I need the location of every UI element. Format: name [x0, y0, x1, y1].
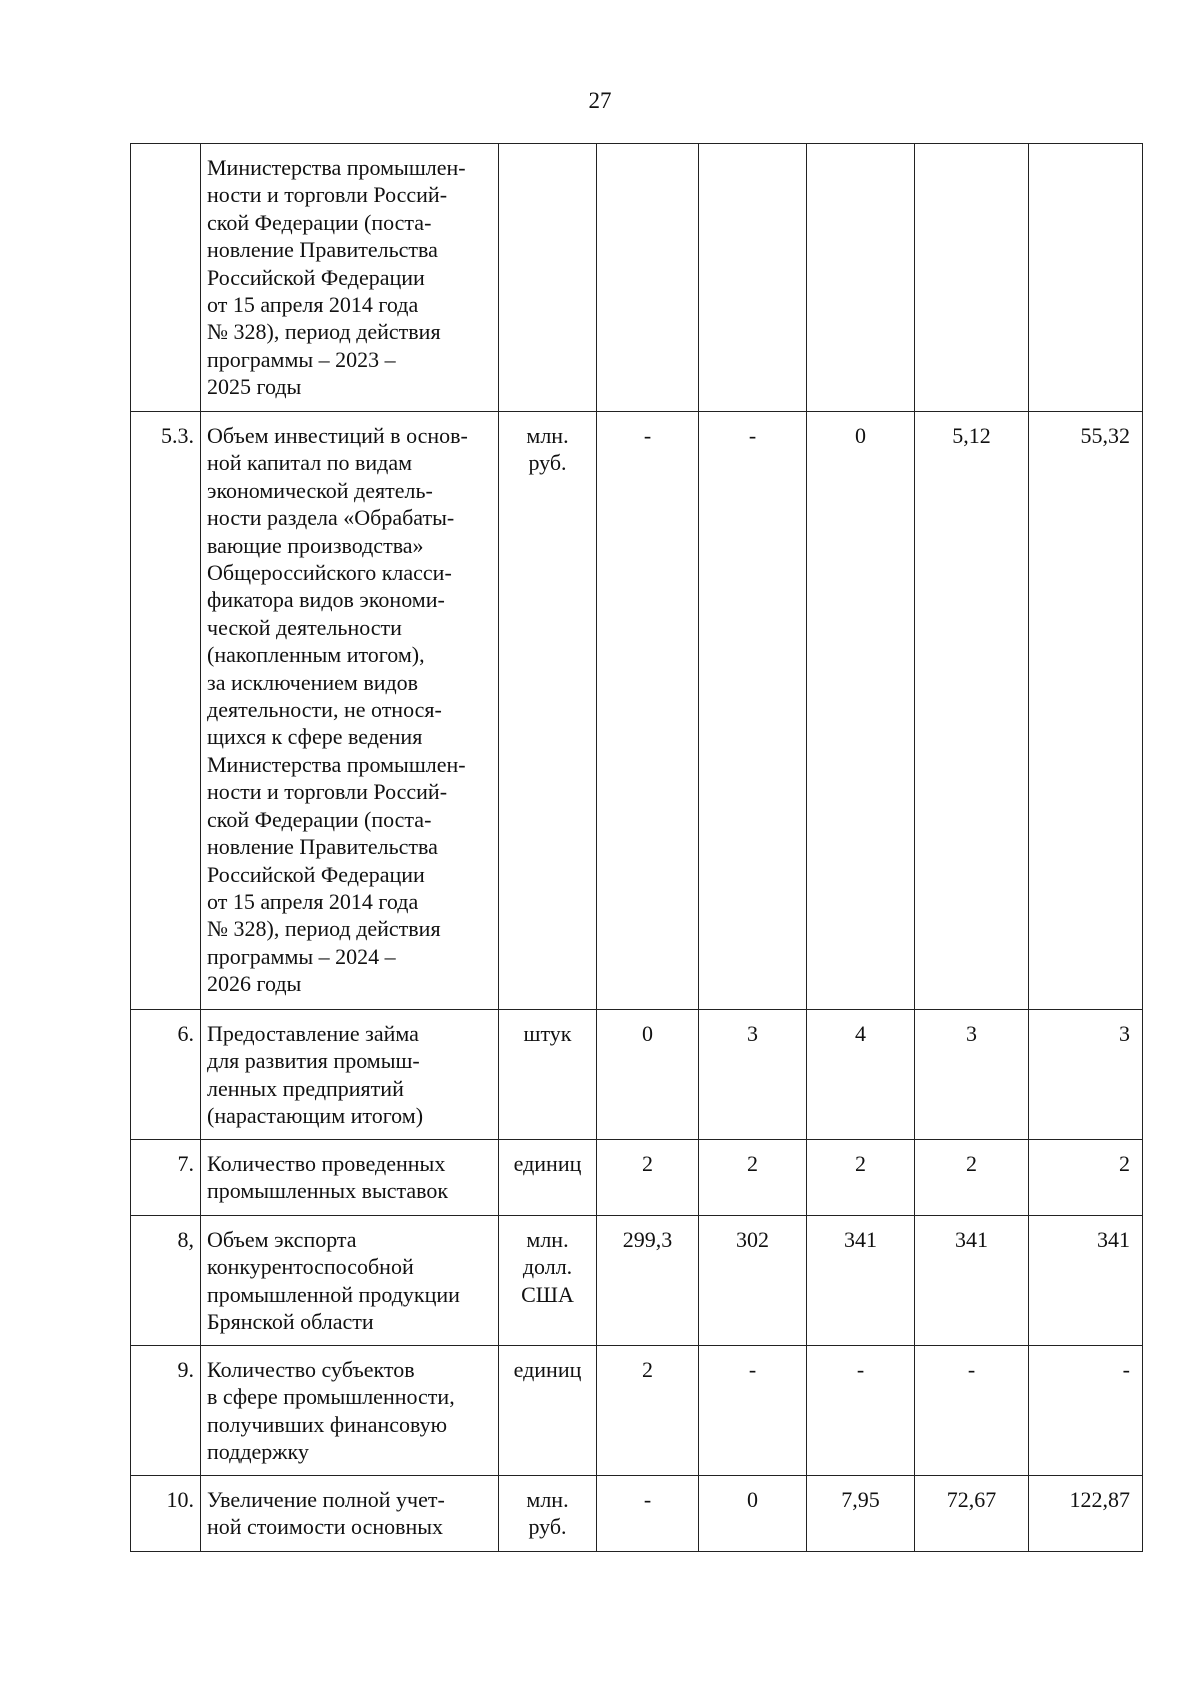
indicator-name-line: новление Правительства	[207, 237, 438, 263]
indicator-name-line: ленных предприятий	[207, 1075, 404, 1101]
indicator-name-line: новление Правительства	[207, 834, 438, 860]
indicator-name-line: 2025 годы	[207, 374, 302, 400]
value-col-4: 72,67	[915, 1476, 1029, 1552]
indicator-name	[201, 1140, 499, 1216]
value-col-3: 4	[807, 1010, 915, 1140]
indicator-name-line: ности и торговли Россий-	[207, 779, 448, 805]
unit-line: долл.	[522, 1254, 573, 1280]
indicator-name-line: Министерства промышлен-	[207, 751, 466, 777]
indicator-name-line: № 328), период действия	[207, 916, 441, 942]
row-number	[131, 144, 201, 412]
indicator-name-line: промышленных выставок	[207, 1178, 449, 1204]
indicator-name-line: ности раздела «Обрабаты-	[207, 505, 455, 531]
unit-line: руб.	[528, 450, 567, 476]
value-col-5: 122,87	[1029, 1476, 1143, 1552]
table-row	[131, 144, 1143, 412]
indicator-name-line: Количество субъектов	[207, 1357, 415, 1382]
value-col-2: 302	[699, 1216, 807, 1346]
row-number: 10.	[131, 1476, 201, 1552]
indicator-name-line: ческой деятельности	[207, 614, 402, 640]
indicator-name-line: Брянской области	[207, 1309, 374, 1335]
indicator-name-line: Министерства промышлен-	[207, 155, 466, 180]
unit-line: руб.	[528, 1514, 567, 1540]
unit-line: штук	[523, 1021, 572, 1046]
unit-of-measure	[499, 1140, 597, 1216]
value-col-3: 341	[807, 1216, 915, 1346]
unit-of-measure	[499, 412, 597, 1010]
table-row	[131, 1140, 1143, 1216]
indicator-name-line: фикатора видов экономи-	[207, 587, 445, 613]
indicator-name-line: Объем экспорта	[207, 1227, 357, 1252]
value-col-2: 2	[699, 1140, 807, 1216]
indicator-name-line: экономической деятель-	[207, 477, 433, 503]
value-col-4	[915, 144, 1029, 412]
indicator-name	[201, 412, 499, 1010]
indicator-name-line: конкурентоспособной	[207, 1254, 414, 1280]
indicator-name-line: поддержку	[207, 1439, 309, 1465]
value-col-1: 2	[597, 1140, 699, 1216]
table-row	[131, 1216, 1143, 1346]
unit-line: США	[521, 1281, 574, 1307]
value-col-5: 3	[1029, 1010, 1143, 1140]
indicator-name-line: № 328), период действия	[207, 319, 441, 345]
indicator-name-line: щихся к сфере ведения	[207, 724, 423, 750]
indicator-name-line: программы – 2023 –	[207, 346, 396, 372]
indicator-name-line: Российской Федерации	[207, 861, 425, 887]
indicators-table	[130, 143, 1143, 1552]
value-col-5: 2	[1029, 1140, 1143, 1216]
value-col-1: 2	[597, 1346, 699, 1476]
indicator-name-line: получивших финансовую	[207, 1411, 448, 1437]
row-number: 8,	[131, 1216, 201, 1346]
value-col-3: 7,95	[807, 1476, 915, 1552]
indicator-name-line: (нарастающим итогом)	[207, 1103, 424, 1129]
indicator-name-line: в сфере промышленности,	[207, 1384, 455, 1410]
value-col-4: -	[915, 1346, 1029, 1476]
indicator-name	[201, 1216, 499, 1346]
value-col-3: 2	[807, 1140, 915, 1216]
indicator-name-line: деятельности, не относя-	[207, 697, 442, 723]
value-col-1: -	[597, 1476, 699, 1552]
indicator-name-line: ности и торговли Россий-	[207, 182, 448, 208]
indicator-name-line: Объем инвестиций в основ-	[207, 423, 468, 448]
table-row	[131, 1010, 1143, 1140]
value-col-1	[597, 144, 699, 412]
table-body	[131, 144, 1143, 1552]
row-number: 9.	[131, 1346, 201, 1476]
indicator-name-line: Увеличение полной учет-	[207, 1487, 445, 1512]
value-col-4: 341	[915, 1216, 1029, 1346]
unit-of-measure	[499, 1346, 597, 1476]
value-col-2: -	[699, 412, 807, 1010]
indicator-name-line: промышленной продукции	[207, 1281, 460, 1307]
value-col-2: -	[699, 1346, 807, 1476]
unit-line: единиц	[513, 1151, 582, 1176]
indicator-name-line: Количество проведенных	[207, 1151, 446, 1176]
unit-line: млн.	[526, 423, 569, 448]
indicator-name-line: Российской Федерации	[207, 264, 425, 290]
unit-of-measure	[499, 144, 597, 412]
indicator-name	[201, 144, 499, 412]
value-col-2: 0	[699, 1476, 807, 1552]
indicator-name-line: ной капитал по видам	[207, 450, 413, 476]
indicator-name-line: (накопленным итогом),	[207, 642, 425, 668]
value-col-1: 0	[597, 1010, 699, 1140]
table-row	[131, 412, 1143, 1010]
indicator-name-line: ской Федерации (поста-	[207, 806, 432, 832]
value-col-5: 55,32	[1029, 412, 1143, 1010]
indicator-name-line: для развития промыш-	[207, 1048, 420, 1074]
table-row	[131, 1476, 1143, 1552]
value-col-5: -	[1029, 1346, 1143, 1476]
indicator-name-line: от 15 апреля 2014 года	[207, 888, 419, 914]
unit-line: единиц	[513, 1357, 582, 1382]
indicator-name-line: вающие производства»	[207, 532, 424, 558]
indicator-name-line: от 15 апреля 2014 года	[207, 292, 419, 318]
indicator-name-line: ской Федерации (поста-	[207, 209, 432, 235]
indicator-name-line: 2026 годы	[207, 971, 302, 997]
value-col-3	[807, 144, 915, 412]
value-col-1: 299,3	[597, 1216, 699, 1346]
table-row	[131, 1346, 1143, 1476]
value-col-2	[699, 144, 807, 412]
indicator-name	[201, 1010, 499, 1140]
value-col-4: 5,12	[915, 412, 1029, 1010]
indicator-name-line: за исключением видов	[207, 669, 419, 695]
value-col-3: 0	[807, 412, 915, 1010]
page-number: 27	[588, 88, 612, 113]
unit-of-measure	[499, 1476, 597, 1552]
row-number: 7.	[131, 1140, 201, 1216]
indicator-name	[201, 1476, 499, 1552]
value-col-3: -	[807, 1346, 915, 1476]
value-col-5	[1029, 144, 1143, 412]
indicator-name-line: Общероссийского класси-	[207, 560, 452, 586]
value-col-1: -	[597, 412, 699, 1010]
value-col-4: 2	[915, 1140, 1029, 1216]
unit-line: млн.	[526, 1487, 569, 1512]
indicator-name-line: программы – 2024 –	[207, 943, 396, 969]
value-col-2: 3	[699, 1010, 807, 1140]
unit-of-measure	[499, 1216, 597, 1346]
unit-line: млн.	[526, 1227, 569, 1252]
value-col-4: 3	[915, 1010, 1029, 1140]
indicator-name-line: ной стоимости основных	[207, 1514, 444, 1540]
indicator-name-line: Предоставление займа	[207, 1021, 419, 1046]
indicator-name	[201, 1346, 499, 1476]
unit-of-measure	[499, 1010, 597, 1140]
row-number: 6.	[131, 1010, 201, 1140]
row-number: 5.3.	[131, 412, 201, 1010]
value-col-5: 341	[1029, 1216, 1143, 1346]
